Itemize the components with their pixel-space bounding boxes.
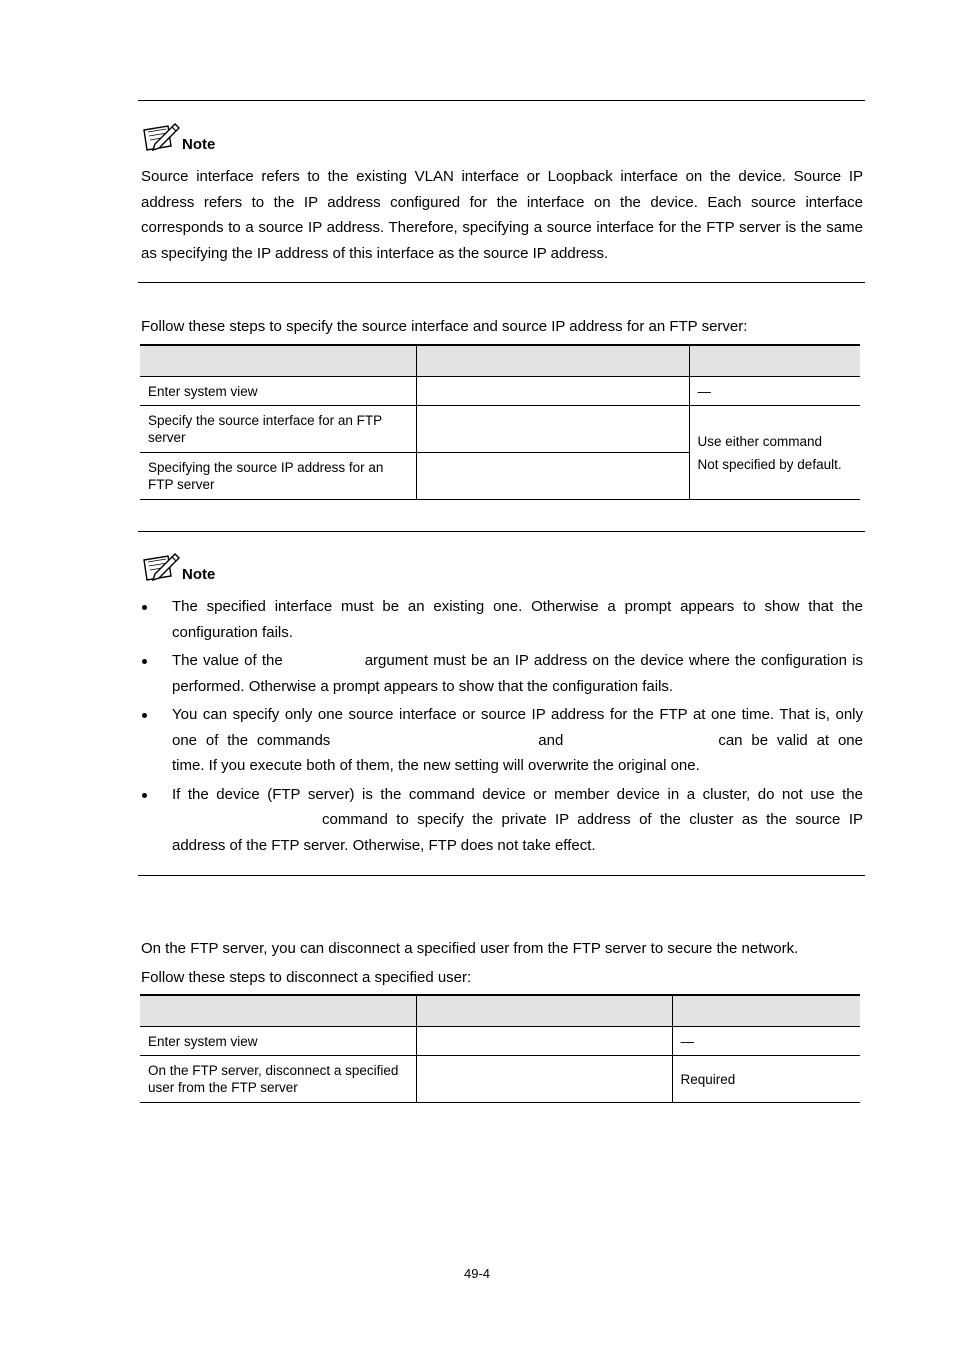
- header-cell-to-do: [140, 995, 416, 1027]
- command-cell: [416, 377, 689, 406]
- remarks-cell: —: [689, 377, 860, 406]
- note-header: [141, 122, 261, 158]
- bullet-icon: [142, 605, 147, 610]
- divider: [138, 875, 865, 876]
- note-text: Source interface refers to the existing VLAN interface or Loopback interface on the device. Source IP address refers to the IP address configured for the interface on the device. Each source interface corresponds to a source IP address. Therefore, specifying a source interface for the FTP server is the same as specifying the IP address of this interface as the source IP address.: [141, 168, 863, 262]
- step-cell: Enter system view: [140, 377, 416, 406]
- bullet-text: argument must be an IP address on the device where the configuration is performed. Otherwise a prompt appears to show that the configuration fails.: [172, 652, 863, 695]
- section-description: On the FTP server, you can disconnect a specified user from the FTP server to secure the network.: [141, 940, 799, 957]
- top-divider: [138, 100, 865, 101]
- divider: [138, 282, 865, 283]
- header-cell-remarks: [672, 995, 860, 1027]
- header-cell-command: [416, 995, 672, 1027]
- list-item: [141, 594, 863, 645]
- command-cell: [416, 406, 689, 453]
- list-item: [141, 702, 863, 779]
- note-label: Note: [182, 566, 216, 583]
- step-cell: On the FTP server, disconnect a specified user from the FTP server: [140, 1056, 416, 1103]
- bullet-text: If the device (FTP server) is the command device or member device in a cluster, do not use the: [172, 785, 863, 803]
- bullet-text: command to specify the private IP address of the cluster as the source IP address of the FTP server. Otherwise, FTP does not take effect.: [172, 811, 863, 854]
- table-header-row: [140, 995, 860, 1027]
- note-pencil-icon: [141, 122, 181, 152]
- step-cell: Specifying the source IP address for an FTP server: [140, 453, 416, 500]
- bullet-text: can be valid at one time. If you execute both of them, the new setting will overwrite the original one.: [172, 731, 863, 774]
- procedure-intro: Follow these steps to disconnect a specified user:: [141, 969, 472, 986]
- table-header-row: [140, 345, 860, 377]
- bullet-text: You can specify only one source interface or source IP address for the FTP at one time. That is, only one of the commands: [172, 706, 863, 749]
- bullet-icon: [142, 713, 147, 718]
- header-cell-to-do: [140, 345, 416, 377]
- divider: [138, 531, 865, 532]
- remarks-cell: —: [672, 1027, 860, 1056]
- bullet-text: and: [538, 731, 564, 749]
- note-bullet-list: [141, 594, 863, 861]
- table-row: [140, 1027, 860, 1056]
- bullet-icon: [142, 793, 147, 798]
- note-header: [141, 552, 261, 588]
- command-cell: [416, 1027, 672, 1056]
- command-cell: [416, 1056, 672, 1103]
- note-label: Note: [182, 136, 216, 153]
- steps-table: [140, 994, 860, 1103]
- procedure-intro: Follow these steps to specify the source interface and source IP address for an FTP server:: [141, 318, 748, 335]
- list-item: [141, 648, 863, 699]
- note-pencil-icon: [141, 552, 181, 582]
- page-number: 49-4: [463, 1266, 491, 1281]
- header-cell-command: [416, 345, 689, 377]
- remarks-merged-cell: [689, 406, 860, 500]
- command-cell: [416, 453, 689, 500]
- remarks-cell: Required: [672, 1056, 860, 1103]
- step-cell: Enter system view: [140, 1027, 416, 1056]
- table-row: [140, 377, 860, 406]
- bullet-text: The specified interface must be an existing one. Otherwise a prompt appears to show that the configuration fails.: [172, 598, 863, 641]
- table-row: [140, 406, 860, 453]
- list-item: [141, 782, 863, 859]
- header-cell-remarks: [689, 345, 860, 377]
- step-cell: Specify the source interface for an FTP server: [140, 406, 416, 453]
- bullet-text: The value of the: [172, 652, 283, 669]
- table-row: [140, 1056, 860, 1103]
- bullet-icon: [142, 659, 147, 664]
- remarks-line: Use either command: [697, 433, 823, 449]
- remarks-line: Not specified by default.: [697, 456, 842, 472]
- steps-table: [140, 344, 860, 500]
